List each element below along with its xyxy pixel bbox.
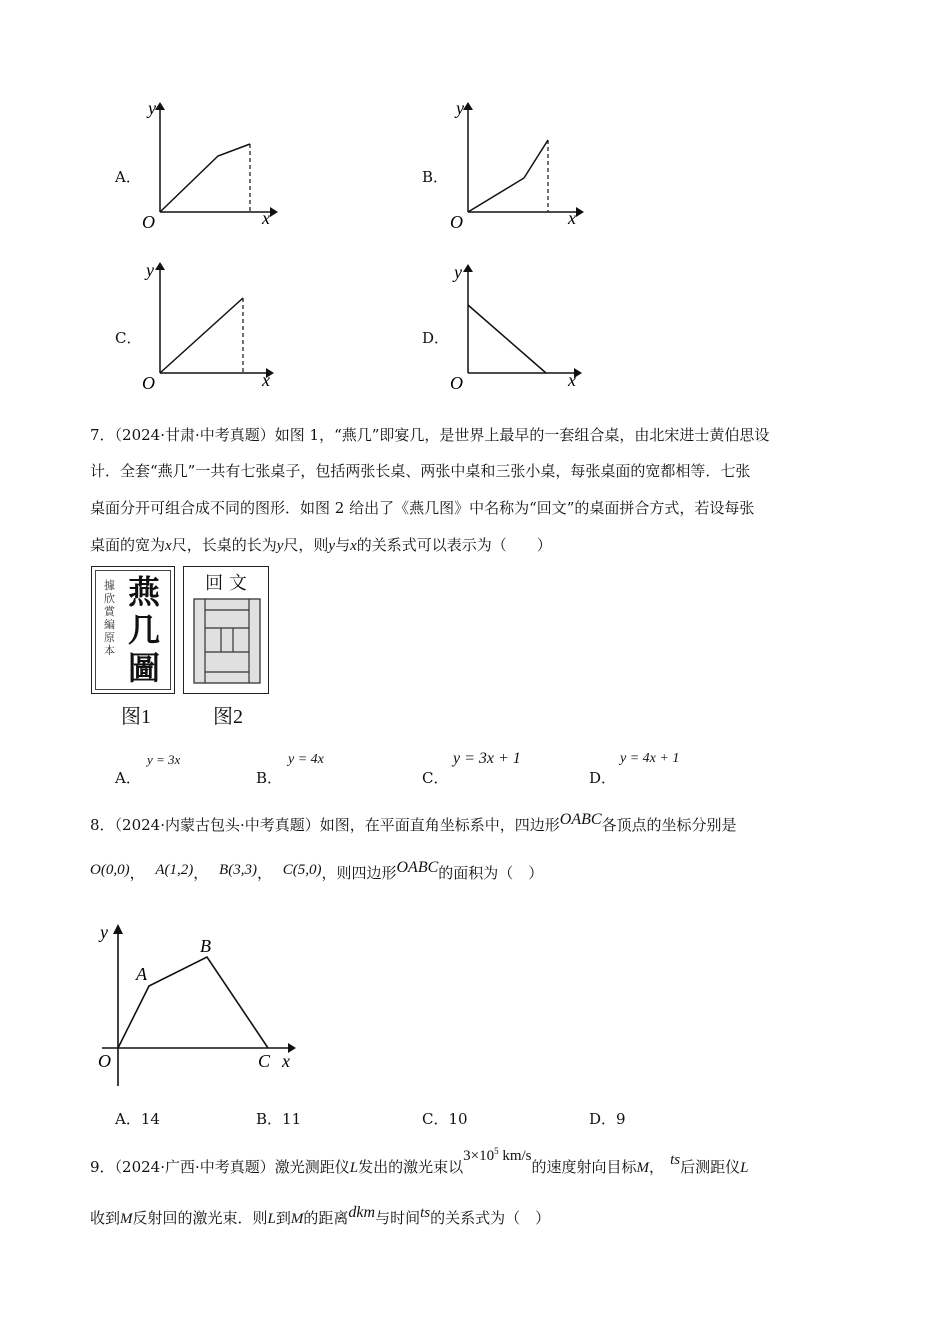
q6-option-b-label: B． bbox=[422, 168, 449, 186]
q8-point-c-label: C bbox=[258, 1051, 271, 1071]
q6-graph-d bbox=[448, 262, 588, 392]
q7-option-d-label: D． bbox=[589, 769, 617, 787]
q8-line-2: O(0,0)， A(1,2)， B(3,3)， C(5,0)，则四边形OABC的面积为（ ） bbox=[90, 859, 544, 882]
q9-line-2: 收到M反射回的激光束．则L到M的距离dkm与时间ts的关系式为（ ） bbox=[90, 1204, 551, 1227]
q7-option-a-expr: y = 3x bbox=[147, 752, 181, 767]
q8-point-a: A(1,2) bbox=[155, 862, 194, 878]
q6-d-x-label: x bbox=[568, 370, 576, 390]
q7-option-d-expr: y = 4x + 1 bbox=[620, 751, 680, 766]
q7-fig1-small-text: 據欣賞編原本 bbox=[104, 579, 115, 657]
q7-option-a-label: A． bbox=[115, 769, 141, 787]
q8-y-label: y bbox=[100, 922, 108, 942]
q6-b-origin-label: O bbox=[450, 212, 463, 230]
q8-point-b-label: B bbox=[200, 936, 211, 956]
q8-option-a: A．14 bbox=[115, 1110, 160, 1128]
q7-fig2-title: 回 文 bbox=[205, 573, 247, 594]
q8-point-a-label: A bbox=[136, 964, 147, 984]
q7-option-b-expr: y = 4x bbox=[288, 752, 324, 767]
q8-origin-label: O bbox=[98, 1051, 111, 1071]
q6-c-y-label: y bbox=[146, 260, 154, 280]
q6-d-origin-label: O bbox=[450, 373, 463, 392]
q7-figure-2 bbox=[183, 566, 269, 694]
q8-graph bbox=[92, 918, 302, 1090]
q7-line-3: 桌面分开可组合成不同的图形．如图 2 给出了《燕几图》中名称为“回文”的桌面拼合方式，若设每张 bbox=[90, 499, 755, 517]
q7-line-1: 7．（2024·甘肃·中考真题）如图 1，“燕几”即宴几，是世界上最早的一套组合桌，由北宋进士黄伯思设 bbox=[90, 426, 770, 444]
q6-graph-c bbox=[140, 260, 280, 392]
q6-option-a-label: A． bbox=[115, 168, 141, 186]
q8-option-b: B．11 bbox=[256, 1110, 302, 1128]
q6-d-y-label: y bbox=[454, 262, 462, 282]
q8-point-c: C(5,0) bbox=[282, 862, 322, 878]
q8-x-label: x bbox=[282, 1051, 290, 1071]
q7-option-c-expr: y = 3x + 1 bbox=[453, 750, 521, 767]
q6-a-x-label: x bbox=[262, 208, 270, 228]
q6-graph-b bbox=[448, 100, 588, 230]
q7-fig2-tiling bbox=[193, 598, 261, 684]
q6-option-d-label: D． bbox=[422, 329, 450, 347]
q7-figure-1 bbox=[91, 566, 175, 694]
q6-a-y-label: y bbox=[148, 100, 156, 118]
q6-b-y-label: y bbox=[456, 100, 464, 118]
q6-c-origin-label: O bbox=[142, 373, 155, 392]
q7-line-2: 计．全套“燕几”一共有七张桌子，包括两张长桌、两张中桌和三张小桌，每张桌面的宽都相等．七张 bbox=[90, 462, 751, 480]
q7-fig1-title: 燕几圖 bbox=[128, 573, 161, 687]
q9-speed: $3\times 10^5$ km/s bbox=[463, 1146, 532, 1164]
q7-fig2-caption: 图2 bbox=[213, 706, 243, 728]
q7-line-4: 桌面的宽为x尺，长桌的长为y尺，则y与x的关系式可以表示为（ ） bbox=[90, 536, 552, 554]
q8-option-d: D．9 bbox=[589, 1110, 626, 1128]
q7-fig1-caption: 图1 bbox=[121, 706, 151, 728]
q6-c-x-label: x bbox=[262, 370, 270, 390]
q8-point-b: B(3,3) bbox=[219, 862, 257, 878]
q7-option-c-label: C． bbox=[422, 769, 449, 787]
q8-point-o: O(0,0) bbox=[90, 862, 130, 878]
q6-graph-a bbox=[140, 100, 280, 230]
q8-line-1: 8．（2024·内蒙古包头·中考真题）如图，在平面直角坐标系中，四边形OABC各顶点的坐标分别是 bbox=[90, 811, 737, 834]
q6-b-x-label: x bbox=[568, 208, 576, 228]
q7-option-b-label: B． bbox=[256, 769, 283, 787]
q9-line-1: 9．（2024·广西·中考真题）激光测距仪L发出的激光束以$3\times 10^5$ km/s的速度射向目标M， ts后测距仪L bbox=[90, 1146, 749, 1176]
q6-option-c-label: C． bbox=[115, 329, 142, 347]
q6-a-origin-label: O bbox=[142, 212, 155, 230]
q8-option-c: C．10 bbox=[422, 1110, 468, 1128]
